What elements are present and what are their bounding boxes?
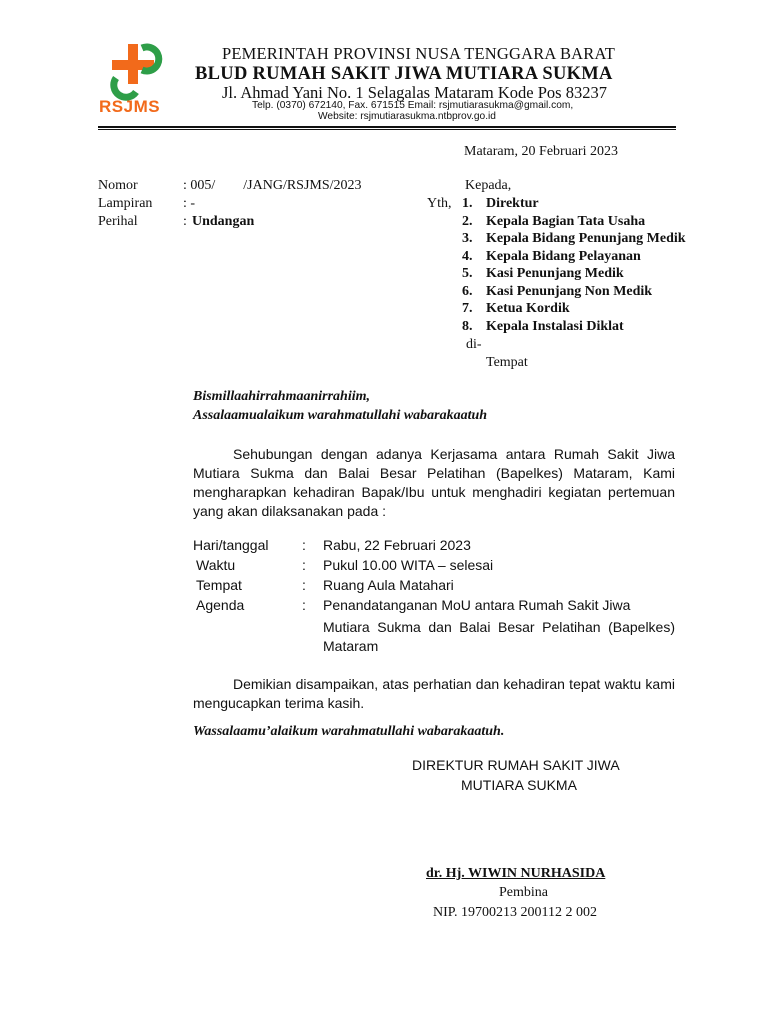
detail-label: Agenda (196, 597, 245, 613)
letterhead-rule-thin (98, 129, 676, 130)
recipient-num: 3. (462, 231, 473, 246)
recipient-name: Kasi Penunjang Medik (486, 266, 624, 281)
recipient-name: Kepala Bidang Penunjang Medik (486, 231, 686, 246)
recipient-num: 7. (462, 301, 473, 316)
recipient-name: Ketua Kordik (486, 301, 570, 316)
opening-salam: Assalaamualaikum warahmatullahi wabarakaatuh (193, 408, 488, 423)
detail-value: Ruang Aula Matahari (323, 577, 454, 593)
signatory-nip: NIP. 19700213 200112 2 002 (433, 905, 597, 920)
meta-label-perihal: Perihal (98, 214, 138, 229)
signatory-rank: Pembina (499, 885, 548, 900)
organization-name: BLUD RUMAH SAKIT JIWA MUTIARA SUKMA (195, 64, 613, 84)
detail-colon: : (302, 597, 306, 613)
organization-contact: Telp. (0370) 672140, Fax. 671515 Email: rsjmutiarasukma@gmail.com, (252, 100, 574, 111)
meta-value-perihal-prefix: : (183, 214, 191, 229)
signatory-name: dr. Hj. WIWIN NURHASIDA (426, 866, 606, 881)
opening-basmalah: Bismillaahirrahmaanirrahiim, (193, 389, 371, 404)
detail-label: Hari/tanggal (193, 537, 269, 553)
letterhead-rule (98, 126, 676, 128)
detail-colon: : (302, 577, 306, 593)
meta-label-nomor: Nomor (98, 178, 138, 193)
recipient-num: 5. (462, 266, 473, 281)
meta-value-lampiran: : - (183, 196, 196, 211)
closing-paragraph-text: Demikian disampaikan, atas perhatian dan kehadiran tepat waktu kami mengucapkan terima kasih. (193, 676, 675, 711)
meta-label-lampiran: Lampiran (98, 196, 153, 211)
detail-label: Tempat (196, 577, 242, 593)
tempat-label: Tempat (486, 355, 528, 370)
organization-website: Website: rsjmutiarasukma.ntbprov.go.id (318, 111, 496, 122)
closing-salam: Wassalaamu’alaikum warahmatullahi wabarakaatuh. (193, 724, 505, 739)
detail-value: Rabu, 22 Februari 2023 (323, 537, 471, 553)
body-paragraph (193, 445, 675, 521)
recipient-name: Kasi Penunjang Non Medik (486, 284, 653, 299)
recipient-name: Kepala Bagian Tata Usaha (486, 214, 646, 229)
detail-value: Penandatanganan MoU antara Rumah Sakit Jiwa (323, 597, 631, 613)
signature-title-line2: MUTIARA SUKMA (461, 777, 577, 793)
meta-value-nomor: : 005/ /JANG/RSJMS/2023 (183, 178, 362, 193)
detail-label: Waktu (196, 557, 236, 573)
recipient-num: 8. (462, 319, 473, 334)
detail-value: Pukul 10.00 WITA – selesai (323, 557, 494, 573)
meta-value-perihal: Undangan (192, 214, 255, 229)
recipient-name: Kepala Instalasi Diklat (486, 319, 624, 334)
signature-title-line1: DIREKTUR RUMAH SAKIT JIWA (412, 757, 620, 773)
kepada-label: Kepada, (465, 178, 512, 193)
recipient-num: 1. (462, 196, 473, 211)
recipient-name: Direktur (486, 196, 539, 211)
government-name: PEMERINTAH PROVINSI NUSA TENGGARA BARAT (222, 44, 616, 63)
body-paragraph-text: Sehubungan dengan adanya Kerjasama antara Rumah Sakit Jiwa Mutiara Sukma dan Balai Besar Pelatihan (Bapelkes) Mataram, Kami mengharapkan kehadiran Bapak/Ibu untuk menghadiri kegiatan pertemuan yang akan dilaksanakan pada : (193, 446, 675, 519)
recipient-num: 6. (462, 284, 473, 299)
agenda-continuation: Mutiara Sukma dan Balai Besar Pelatihan (Bapelkes) Mataram (323, 619, 675, 654)
recipient-num: 2. (462, 214, 473, 229)
closing-paragraph (193, 675, 675, 713)
recipient-name: Kepala Bidang Pelayanan (486, 249, 641, 264)
letter-date: Mataram, 20 Februari 2023 (464, 144, 618, 159)
yth-label: Yth, (427, 196, 452, 211)
detail-colon: : (302, 557, 306, 573)
di-label: di- (466, 337, 482, 352)
recipient-num: 4. (462, 249, 473, 264)
detail-colon: : (302, 537, 306, 553)
logo-text: RSJMS (99, 97, 161, 116)
organization-address: Jl. Ahmad Yani No. 1 Selagalas Mataram Kode Pos 83237 (222, 83, 607, 102)
